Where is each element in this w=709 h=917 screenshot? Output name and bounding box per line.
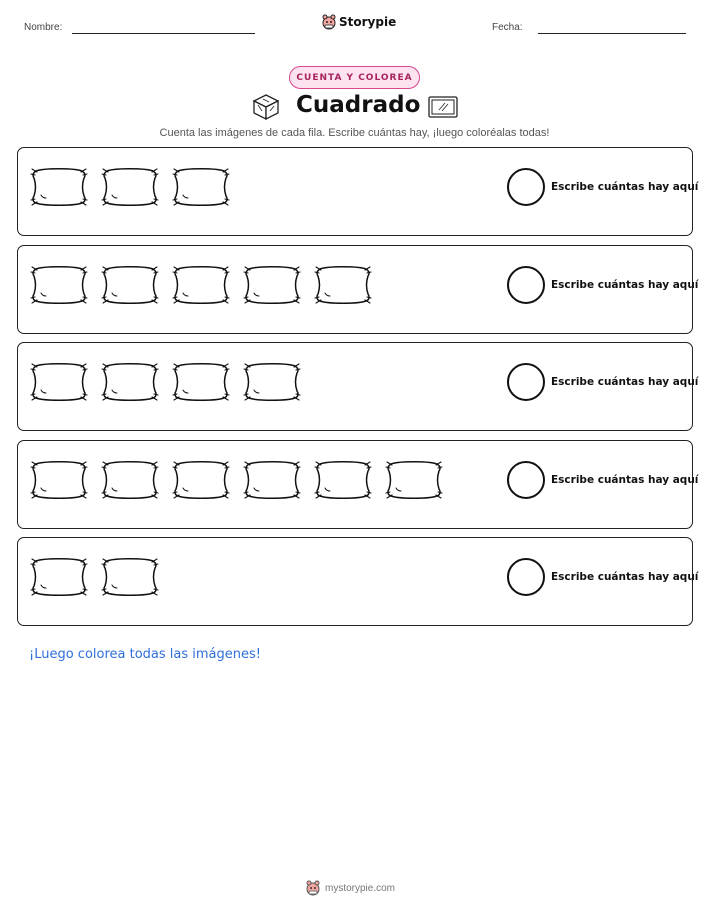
window-icon [428, 96, 458, 118]
answer-prompt: Escribe cuántas hay aquí [551, 376, 699, 388]
pillow-icon [30, 264, 88, 310]
counting-row [17, 342, 699, 431]
counting-row [17, 245, 699, 334]
pillow-icon [30, 361, 88, 407]
storypie-mascot-icon [322, 14, 336, 30]
pillow-icon [101, 264, 159, 310]
worksheet-header [0, 14, 709, 44]
pillow-icon [172, 166, 230, 212]
date-field-line[interactable] [538, 33, 686, 34]
pillow-icon [385, 459, 443, 505]
pillow-icon [101, 166, 159, 212]
pillow-icon [172, 264, 230, 310]
title-row [0, 90, 709, 126]
pillow-icon [314, 264, 372, 310]
pillow-icon [101, 459, 159, 505]
pillow-icon [101, 556, 159, 602]
answer-circle[interactable] [507, 461, 545, 499]
site-footer [306, 880, 395, 896]
cube-icon [252, 93, 280, 121]
answer-circle[interactable] [507, 168, 545, 206]
counting-row [17, 537, 699, 626]
answer-circle[interactable] [507, 363, 545, 401]
pillow-icon [101, 361, 159, 407]
pillow-icon [30, 556, 88, 602]
pillow-icon [243, 361, 301, 407]
answer-circle[interactable] [507, 558, 545, 596]
activity-badge [289, 66, 420, 89]
answer-prompt: Escribe cuántas hay aquí [551, 279, 699, 291]
brand-logo [322, 14, 396, 30]
answer-prompt: Escribe cuántas hay aquí [551, 181, 699, 193]
pillow-icon [172, 459, 230, 505]
counting-row [17, 147, 699, 236]
answer-prompt: Escribe cuántas hay aquí [551, 571, 699, 583]
pillow-icon [243, 459, 301, 505]
counting-row [17, 440, 699, 529]
pillow-icon [243, 264, 301, 310]
storypie-mascot-icon [306, 880, 320, 896]
date-label: Fecha: [492, 22, 523, 33]
site-url: mystorypie.com [325, 882, 396, 894]
activity-badge-label: CUENTA Y COLOREA [296, 72, 413, 83]
name-label: Nombre: [24, 22, 63, 33]
pillow-icon [314, 459, 372, 505]
answer-prompt: Escribe cuántas hay aquí [551, 474, 699, 486]
pillow-icon [30, 166, 88, 212]
coloring-note: ¡Luego colorea todas las imágenes! [29, 647, 261, 662]
name-field-line[interactable] [72, 33, 255, 34]
pillow-icon [172, 361, 230, 407]
page-title: Cuadrado [296, 92, 421, 118]
pillow-icon [30, 459, 88, 505]
brand-name: Storypie [339, 15, 397, 29]
answer-circle[interactable] [507, 266, 545, 304]
instructions-text: Cuenta las imágenes de cada fila. Escribe cuántas hay, ¡luego coloréalas todas! [159, 127, 550, 139]
